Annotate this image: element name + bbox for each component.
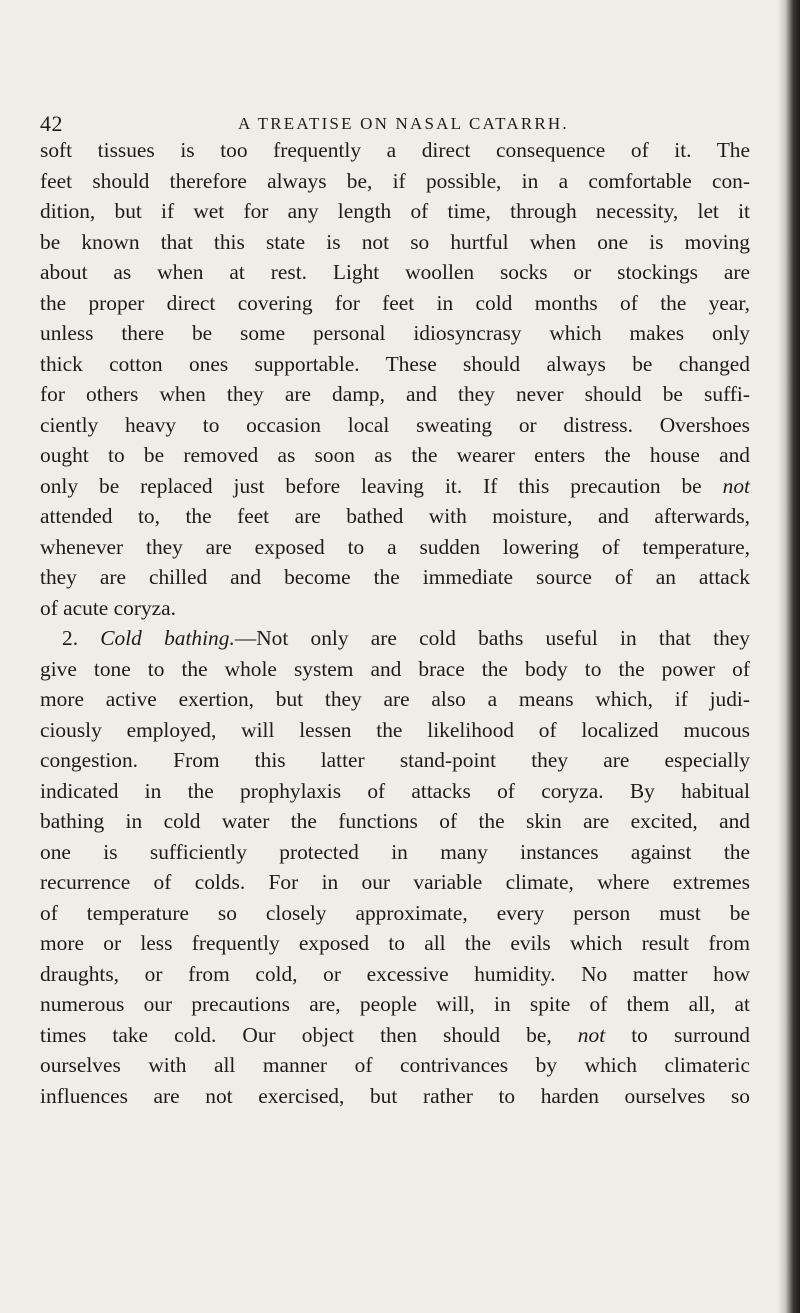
text-line: of temperature so closely approximate, every person must be — [40, 900, 750, 925]
body-text — [40, 135, 750, 1111]
line-segment: 2. — [62, 626, 101, 650]
text-line: ciously employed, will lessen the likelihood of localized mucous — [40, 717, 750, 742]
text-line: bathing in cold water the functions of the skin are excited, and — [40, 809, 750, 833]
text-line: recurrence of colds. For in our variable climate, where extremes — [40, 870, 750, 894]
page-edge-shadow — [778, 0, 800, 1313]
text-line: for others when they are damp, and they never should be suffi- — [40, 382, 750, 406]
line-segment: —Not only are cold baths useful in that they — [234, 626, 750, 650]
section-heading-line — [40, 623, 750, 654]
text-line: ought to be removed as soon as the wearer enters the house and — [40, 443, 750, 467]
line-segment: only be replaced just before leaving it. If this precaution be — [40, 473, 723, 498]
line-segment: times take cold. Our object then should be, — [40, 1022, 578, 1047]
text-line: ciently heavy to occasion local sweating or distress. Overshoes — [40, 412, 750, 437]
text-line: more or less frequently exposed to all the evils which result from — [40, 931, 750, 955]
text-line: give tone to the whole system and brace the body to the power of — [40, 656, 750, 681]
text-line: about as when at rest. Light woollen socks or stockings are — [40, 260, 750, 284]
text-line: soft tissues is too frequently a direct consequence of it. The — [40, 138, 750, 162]
text-line: indicated in the prophylaxis of attacks of coryza. By habitual — [40, 778, 750, 803]
text-line: feet should therefore always be, if possible, in a comfortable con- — [40, 168, 750, 193]
emphasis-not: not — [722, 473, 750, 498]
text-line: more active exertion, but they are also a means which, if judi- — [40, 687, 750, 711]
text-line: congestion. From this latter stand-point they are especially — [40, 748, 750, 772]
text-line: they are chilled and become the immediate source of an attack — [40, 565, 750, 589]
text-line: draughts, or from cold, or excessive humidity. No matter how — [40, 961, 750, 986]
text-line: one is sufficiently protected in many instances against the — [40, 839, 750, 864]
text-line: influences are not exercised, but rather to harden ourselves so — [40, 1083, 750, 1108]
emphasis-not: not — [577, 1022, 606, 1047]
text-line: be known that this state is not so hurtful when one is moving — [40, 229, 750, 254]
text-line: dition, but if wet for any length of time, through necessity, let it — [40, 199, 750, 223]
text-line: ourselves with all manner of contrivances by which climateric — [40, 1053, 750, 1077]
text-line: of acute coryza. — [40, 595, 176, 620]
text-line: thick cotton ones supportable. These should always be changed — [40, 351, 750, 376]
running-title: A TREATISE ON NASAL CATARRH. — [238, 114, 569, 133]
text-line: unless there be some personal idiosyncrasy which makes only — [40, 321, 750, 345]
text-line-with-emphasis — [40, 471, 750, 502]
text-line: attended to, the feet are bathed with moisture, and afterwards, — [40, 504, 750, 528]
page-number: 42 — [40, 111, 63, 136]
section-title-cold-bathing: Cold bathing. — [100, 626, 235, 650]
text-line: whenever they are exposed to a sudden lowering of temperature, — [40, 534, 750, 559]
text-line: the proper direct covering for feet in cold months of the year, — [40, 290, 750, 315]
text-line: numerous our precautions are, people will, in spite of them all, at — [40, 992, 750, 1016]
text-line-with-emphasis — [40, 1020, 750, 1051]
line-segment: to surround — [605, 1022, 750, 1047]
